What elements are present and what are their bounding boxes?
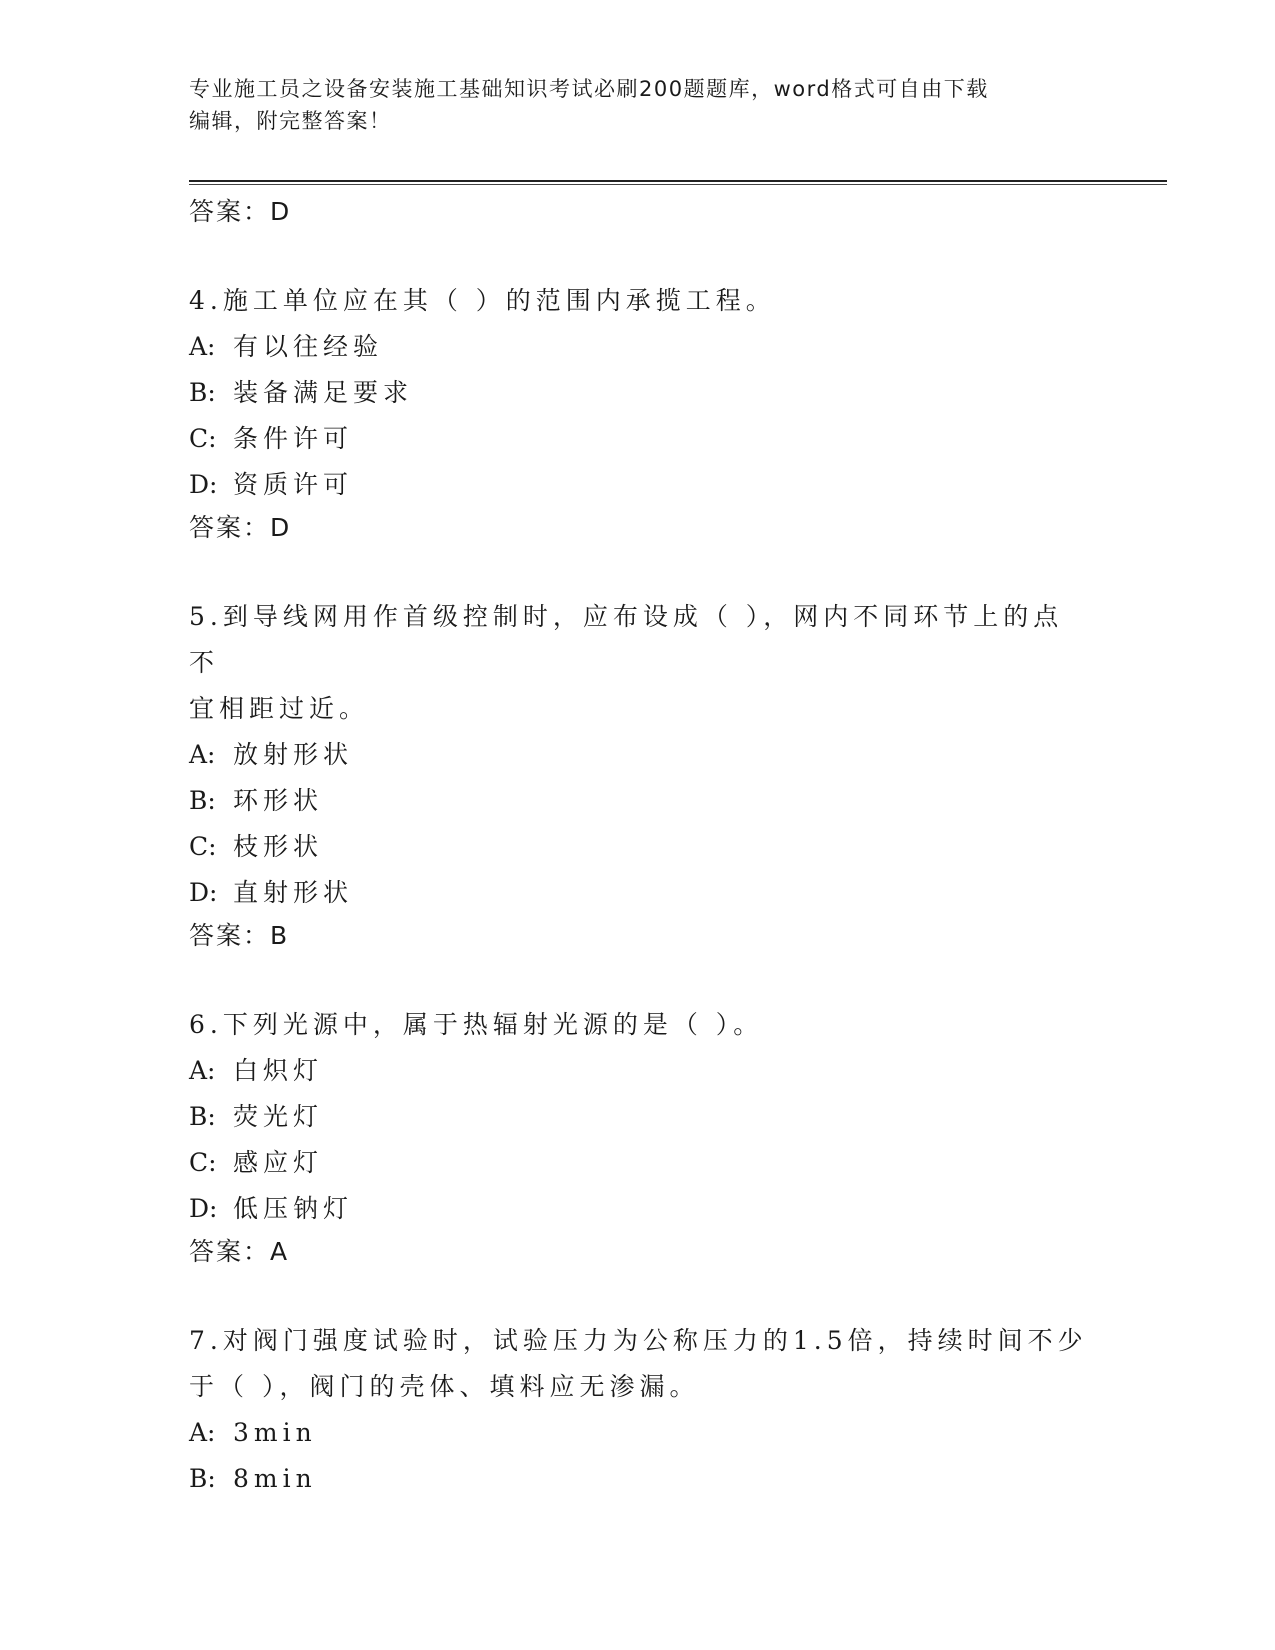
option-c	[189, 824, 1089, 870]
option-text: 低压钠灯	[233, 1194, 354, 1223]
option-key: B:	[189, 786, 216, 815]
option-text: 直射形状	[233, 878, 354, 907]
header-title-line-1: 专业施工员之设备安装施工基础知识考试必刷200题题库，word格式可自由下载	[189, 77, 989, 101]
option-b	[189, 370, 1089, 416]
option-text: 枝形状	[233, 832, 324, 861]
option-key: C:	[189, 1148, 217, 1177]
document-header	[189, 73, 1089, 137]
header-divider-thin	[189, 184, 1167, 185]
option-d	[189, 462, 1089, 508]
answer-line: 答案：A	[189, 1237, 290, 1266]
option-text: 有以往经验	[233, 332, 384, 361]
option-text: 荧光灯	[233, 1102, 324, 1131]
answer-line: 答案：B	[189, 921, 290, 950]
option-key: C:	[189, 832, 217, 861]
option-d	[189, 1186, 1089, 1232]
question-block	[189, 1318, 1089, 1502]
option-key: A:	[189, 740, 216, 769]
option-d	[189, 870, 1089, 916]
option-key: D:	[189, 470, 218, 499]
option-key: D:	[189, 1194, 218, 1223]
option-a	[189, 732, 1089, 778]
option-text: 资质许可	[233, 470, 354, 499]
question-text-line-2: 宜相距过近。	[189, 694, 370, 723]
question-block	[189, 1002, 1089, 1272]
option-a	[189, 1410, 1089, 1456]
option-key: D:	[189, 878, 218, 907]
question-text	[189, 1318, 1089, 1410]
header-divider-thick	[189, 180, 1167, 182]
option-b	[189, 1094, 1089, 1140]
option-key: A:	[189, 1418, 216, 1447]
option-key: A:	[189, 332, 216, 361]
answer-line: 答案：D	[189, 513, 292, 542]
option-text: 3min	[233, 1418, 317, 1447]
question-list	[189, 192, 1089, 1502]
option-text: 放射形状	[233, 740, 354, 769]
option-text: 8min	[233, 1464, 317, 1493]
question-block	[189, 278, 1089, 548]
question-text-line-1: 5.到导线网用作首级控制时，应布设成（ ），网内不同环节上的点不	[189, 602, 1064, 677]
option-key: C:	[189, 424, 217, 453]
question-text	[189, 594, 1089, 732]
option-text: 装备满足要求	[233, 378, 414, 407]
option-text: 条件许可	[233, 424, 354, 453]
option-a	[189, 1048, 1089, 1094]
option-key: A:	[189, 1056, 216, 1085]
option-text: 环形状	[233, 786, 324, 815]
option-key: B:	[189, 1102, 216, 1131]
option-key: B:	[189, 378, 216, 407]
question-text-line-2: 于（ ），阀门的壳体、填料应无渗漏。	[189, 1372, 700, 1401]
option-b	[189, 778, 1089, 824]
option-key: B:	[189, 1464, 216, 1493]
question-text: 4.施工单位应在其（ ）的范围内承揽工程。	[189, 286, 776, 315]
option-c	[189, 1140, 1089, 1186]
answer-line: 答案：D	[189, 197, 292, 226]
option-text: 白炽灯	[233, 1056, 324, 1085]
option-a	[189, 324, 1089, 370]
option-b	[189, 1456, 1089, 1502]
header-title-line-2: 编辑，附完整答案！	[189, 109, 392, 133]
option-text: 感应灯	[233, 1148, 324, 1177]
question-block	[189, 594, 1089, 956]
option-c	[189, 416, 1089, 462]
question-text-line-1: 7.对阀门强度试验时，试验压力为公称压力的1.5倍，持续时间不少	[189, 1326, 1088, 1355]
question-text: 6.下列光源中，属于热辐射光源的是（ ）。	[189, 1010, 764, 1039]
